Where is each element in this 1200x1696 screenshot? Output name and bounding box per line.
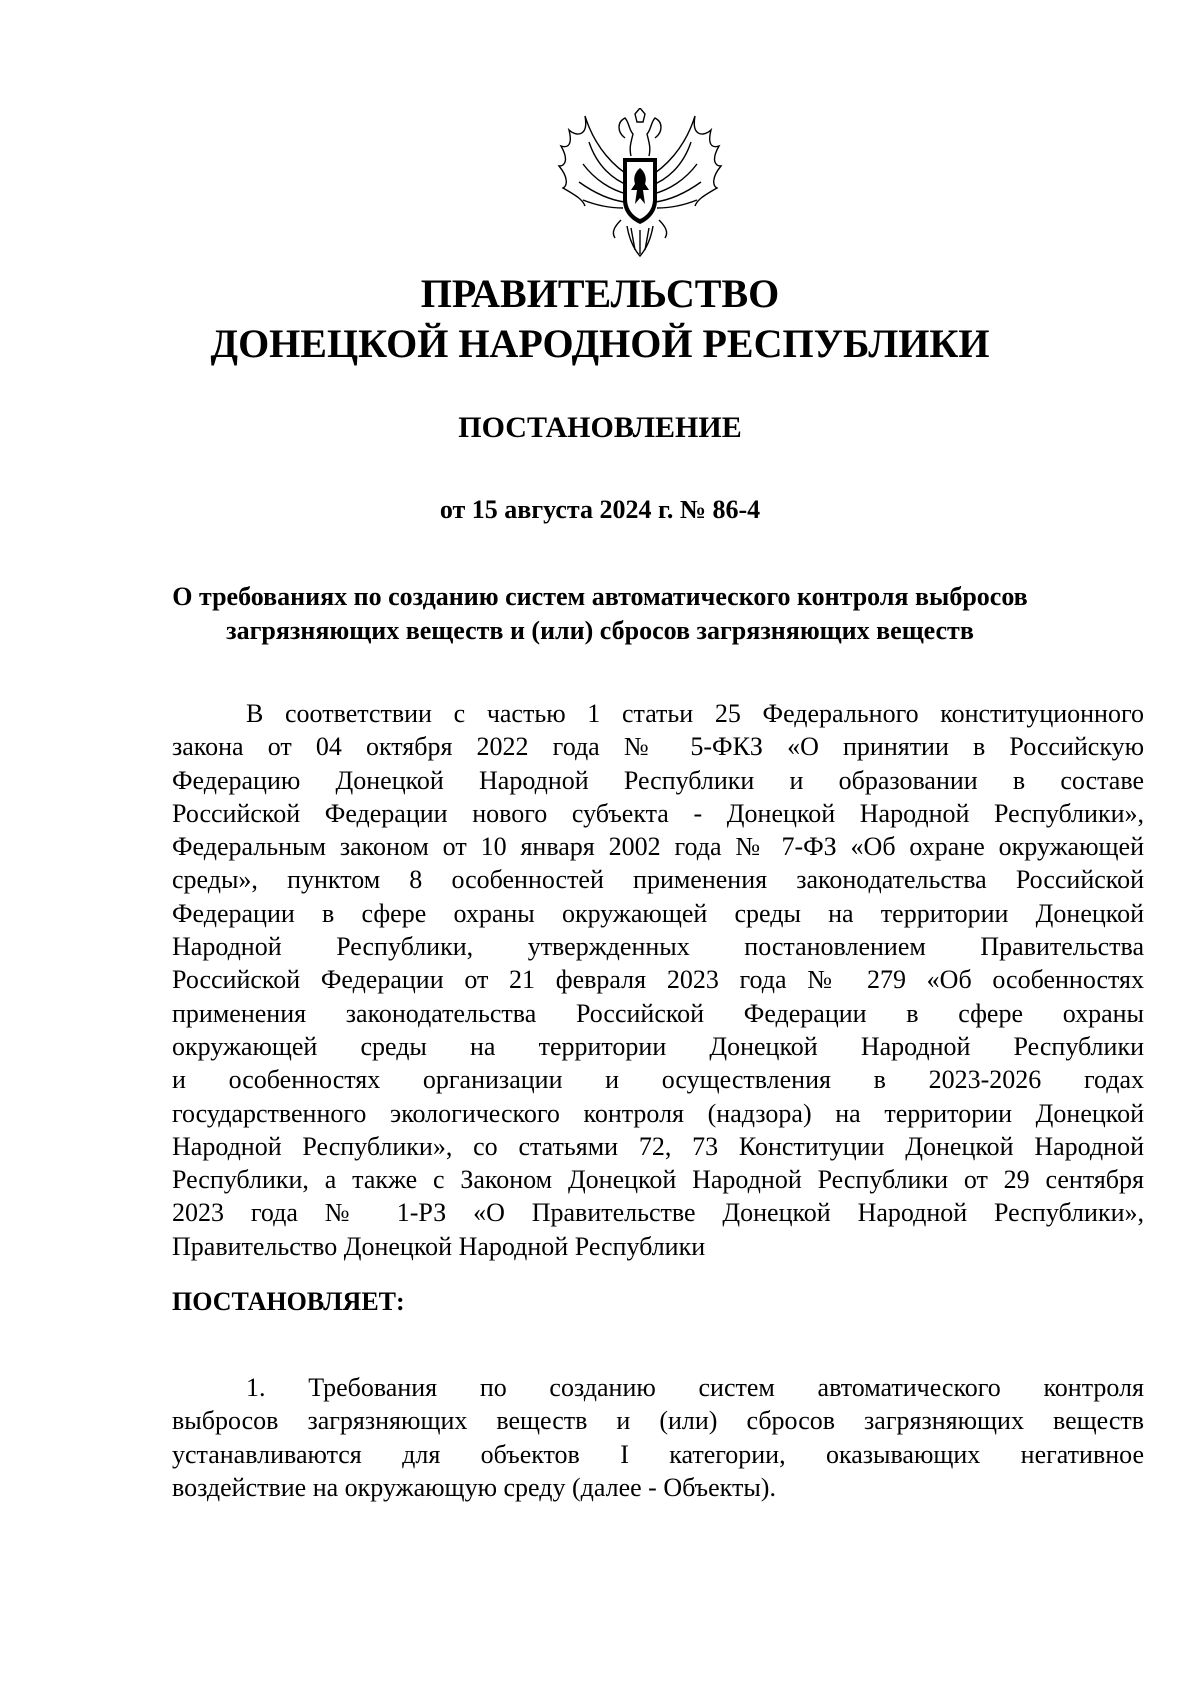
text-line: Народной Республики», со статьями 72, 73 Конституции Донецкой Народной (172, 1131, 1144, 1161)
text-line: выбросов загрязняющих веществ и (или) сбросов загрязняющих веществ (172, 1406, 1144, 1436)
dnr-coat-of-arms-icon (555, 108, 725, 258)
decree-heading: ПОСТАНОВЛЯЕТ: (172, 1287, 405, 1316)
text-line: воздействие на окружающую среду (далее - Объекты). (172, 1472, 776, 1502)
text-line: Правительство Донецкой Народной Республики (172, 1231, 706, 1261)
text-line: Российской Федерации от 21 февраля 2023 года № 279 «Об особенностях (172, 965, 1144, 995)
preamble-paragraph (172, 697, 1144, 1263)
text-line: окружающей среды на территории Донецкой Народной Республики (172, 1031, 1144, 1061)
government-title-line-1: ПРАВИТЕЛЬСТВО (420, 271, 780, 316)
text-line: Федеральным законом от 10 января 2002 года № 7-ФЗ «Об охране окружающей (172, 832, 1144, 862)
document-type: ПОСТАНОВЛЕНИЕ (458, 411, 742, 444)
text-line: закона от 04 октября 2022 года № 5-ФКЗ «О принятии в Российскую (172, 732, 1144, 762)
text-line: и особенностях организации и осуществления в 2023-2026 годах (172, 1065, 1144, 1095)
subject-line: О требованиях по созданию систем автоматического контроля выбросов (172, 582, 1028, 611)
text-line: применения законодательства Российской Федерации в сфере охраны (172, 998, 1144, 1028)
text-line: Народной Республики, утвержденных постановлением Правительства (172, 932, 1144, 962)
text-line: Республики, а также с Законом Донецкой Народной Республики от 29 сентября (172, 1165, 1144, 1195)
text-line: Российской Федерации нового субъекта - Донецкой Народной Республики», (172, 798, 1144, 828)
text-line: среды», пунктом 8 особенностей применения законодательства Российской (172, 865, 1144, 895)
text-line: Федерацию Донецкой Народной Республики и образовании в составе (172, 765, 1144, 795)
text-line: В соответствии с частью 1 статьи 25 Федерального конституционного (246, 699, 1144, 728)
text-line: 1. Требования по созданию систем автоматического контроля (246, 1373, 1144, 1402)
text-line: 2023 года № 1-РЗ «О Правительстве Донецкой Народной Республики», (172, 1198, 1144, 1228)
text-line: Федерации в сфере охраны окружающей среды на территории Донецкой (172, 898, 1144, 928)
subject-line: загрязняющих веществ и (или) сбросов загрязняющих веществ (226, 616, 974, 645)
document-date-number: от 15 августа 2024 г. № 86-4 (439, 495, 761, 524)
text-line: устанавливаются для объектов I категории, оказывающих негативное (172, 1439, 1144, 1469)
clause-1-paragraph (172, 1371, 1144, 1504)
text-line: государственного экологического контроля (надзора) на территории Донецкой (172, 1098, 1144, 1128)
government-title-line-2: ДОНЕЦКОЙ НАРОДНОЙ РЕСПУБЛИКИ (210, 321, 990, 366)
document-subject (160, 580, 1040, 648)
